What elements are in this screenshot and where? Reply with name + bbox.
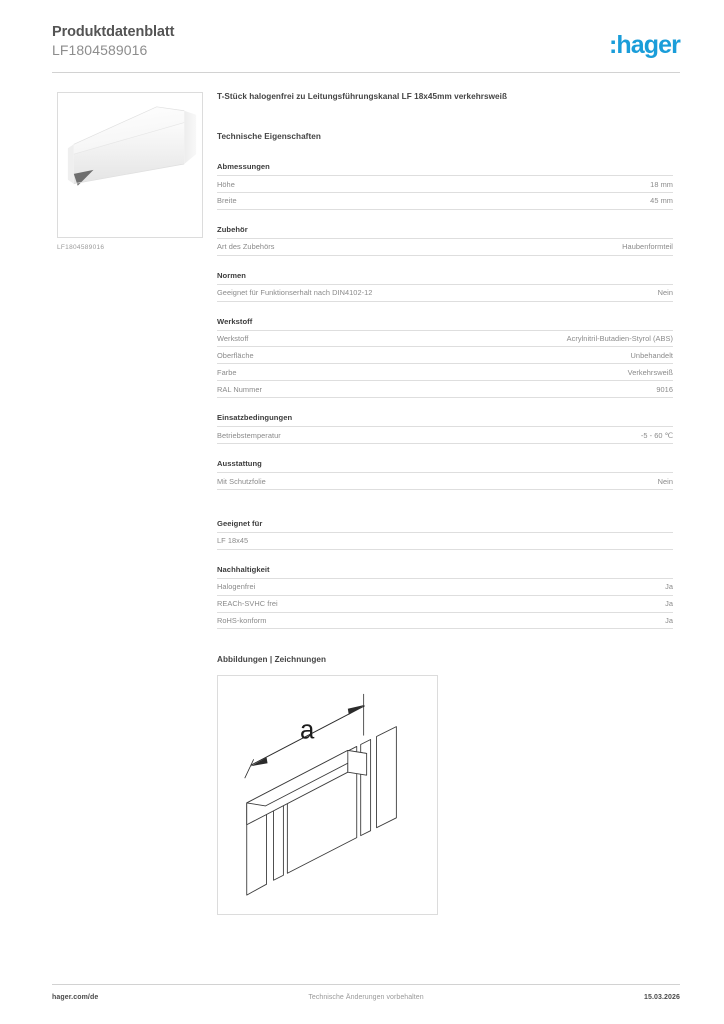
spec-value: Acrylnitril-Butadien-Styrol (ABS) [566, 334, 673, 344]
spec-label: Oberfläche [217, 350, 254, 360]
spec-label: Geeignet für Funktionserhalt nach DIN4102-12 [217, 288, 373, 298]
main-content [217, 92, 673, 915]
product-image [57, 92, 203, 238]
header-divider [52, 72, 680, 73]
spec-group [217, 459, 673, 490]
spec-row [217, 595, 673, 612]
spec-group-spacer [217, 550, 673, 565]
spec-label: REACh-SVHC frei [217, 599, 278, 609]
spec-label: Art des Zubehörs [217, 242, 275, 252]
spec-group [217, 162, 673, 210]
footer-divider [52, 984, 680, 985]
specifications-table [217, 162, 673, 629]
spec-group-spacer [217, 444, 673, 459]
page-footer [52, 994, 680, 1008]
spec-value: Nein [657, 288, 673, 298]
footer-website[interactable]: hager.com/de [52, 994, 99, 1001]
spec-row [217, 578, 673, 595]
footer-disclaimer: Technische Änderungen vorbehalten [308, 994, 424, 1001]
spec-label: Betriebstemperatur [217, 430, 281, 440]
spec-row [217, 380, 673, 398]
spec-label: Halogenfrei [217, 582, 256, 592]
spec-row [217, 238, 673, 256]
spec-group [217, 413, 673, 444]
page-title: Produktdatenblatt [52, 24, 175, 40]
spec-group-spacer [217, 490, 673, 519]
spec-group-spacer [217, 398, 673, 413]
spec-label: LF 18x45 [217, 536, 249, 546]
spec-row [217, 192, 673, 210]
technical-properties-heading: Technische Eigenschaften [217, 132, 321, 141]
drawings-heading: Abbildungen | Zeichnungen [217, 655, 327, 665]
spec-group [217, 271, 673, 302]
spec-value: Ja [665, 582, 673, 592]
spec-value: 45 mm [650, 196, 673, 206]
spec-value: Haubenformteil [622, 242, 673, 252]
spec-value: -5 - 60 ℃ [640, 430, 673, 440]
product-photo-svg [58, 93, 202, 237]
spec-label: Höhe [217, 179, 235, 189]
spec-group-title: Nachhaltigkeit [217, 564, 270, 574]
spec-group-spacer [217, 210, 673, 225]
product-name: T-Stück halogenfrei zu Leitungsführungskanal LF 18x45mm verkehrsweiß [217, 92, 508, 101]
spec-row [217, 346, 673, 363]
product-image-caption: LF1804589016 [57, 244, 105, 251]
spec-group-spacer [217, 256, 673, 271]
spec-label: RAL Nummer [217, 384, 262, 394]
spec-group [217, 225, 673, 256]
spec-group [217, 519, 673, 550]
spec-label: Werkstoff [217, 334, 249, 344]
spec-label: Breite [217, 196, 237, 206]
spec-group-title: Zubehör [217, 224, 248, 234]
dimension-label: a [300, 716, 315, 745]
spec-value: Nein [657, 476, 673, 486]
spec-group-title: Abmessungen [217, 162, 270, 171]
spec-label: RoHS-konform [217, 616, 267, 626]
spec-group [217, 565, 673, 630]
spec-value: Ja [665, 616, 673, 626]
spec-row [217, 284, 673, 302]
spec-label: Mit Schutzfolie [217, 476, 266, 486]
spec-group-title: Werkstoff [217, 316, 253, 326]
spec-label: Farbe [217, 367, 237, 377]
spec-row [217, 612, 673, 630]
spec-row [217, 175, 673, 192]
spec-value: Ja [665, 599, 673, 609]
hager-logo: :hager [608, 31, 680, 59]
spec-group-title: Ausstattung [217, 459, 262, 469]
spec-row [217, 330, 673, 347]
page-header [52, 24, 680, 68]
spec-value: Unbehandelt [630, 350, 673, 360]
technical-drawing [217, 675, 438, 915]
spec-row [217, 363, 673, 380]
spec-value: 18 mm [650, 179, 673, 189]
spec-group [217, 317, 673, 399]
spec-row [217, 472, 673, 490]
spec-group-title: Geeignet für [217, 518, 263, 528]
spec-value: Verkehrsweiß [627, 367, 673, 377]
product-reference: LF1804589016 [52, 42, 148, 58]
technical-drawing-svg [218, 676, 437, 914]
spec-group-title: Einsatzbedingungen [217, 413, 293, 423]
spec-group-title: Normen [217, 270, 246, 280]
spec-group-spacer [217, 302, 673, 317]
footer-date: 15.03.2026 [643, 994, 680, 1001]
spec-row [217, 532, 673, 550]
spec-row [217, 426, 673, 444]
spec-value: 9016 [656, 384, 673, 394]
